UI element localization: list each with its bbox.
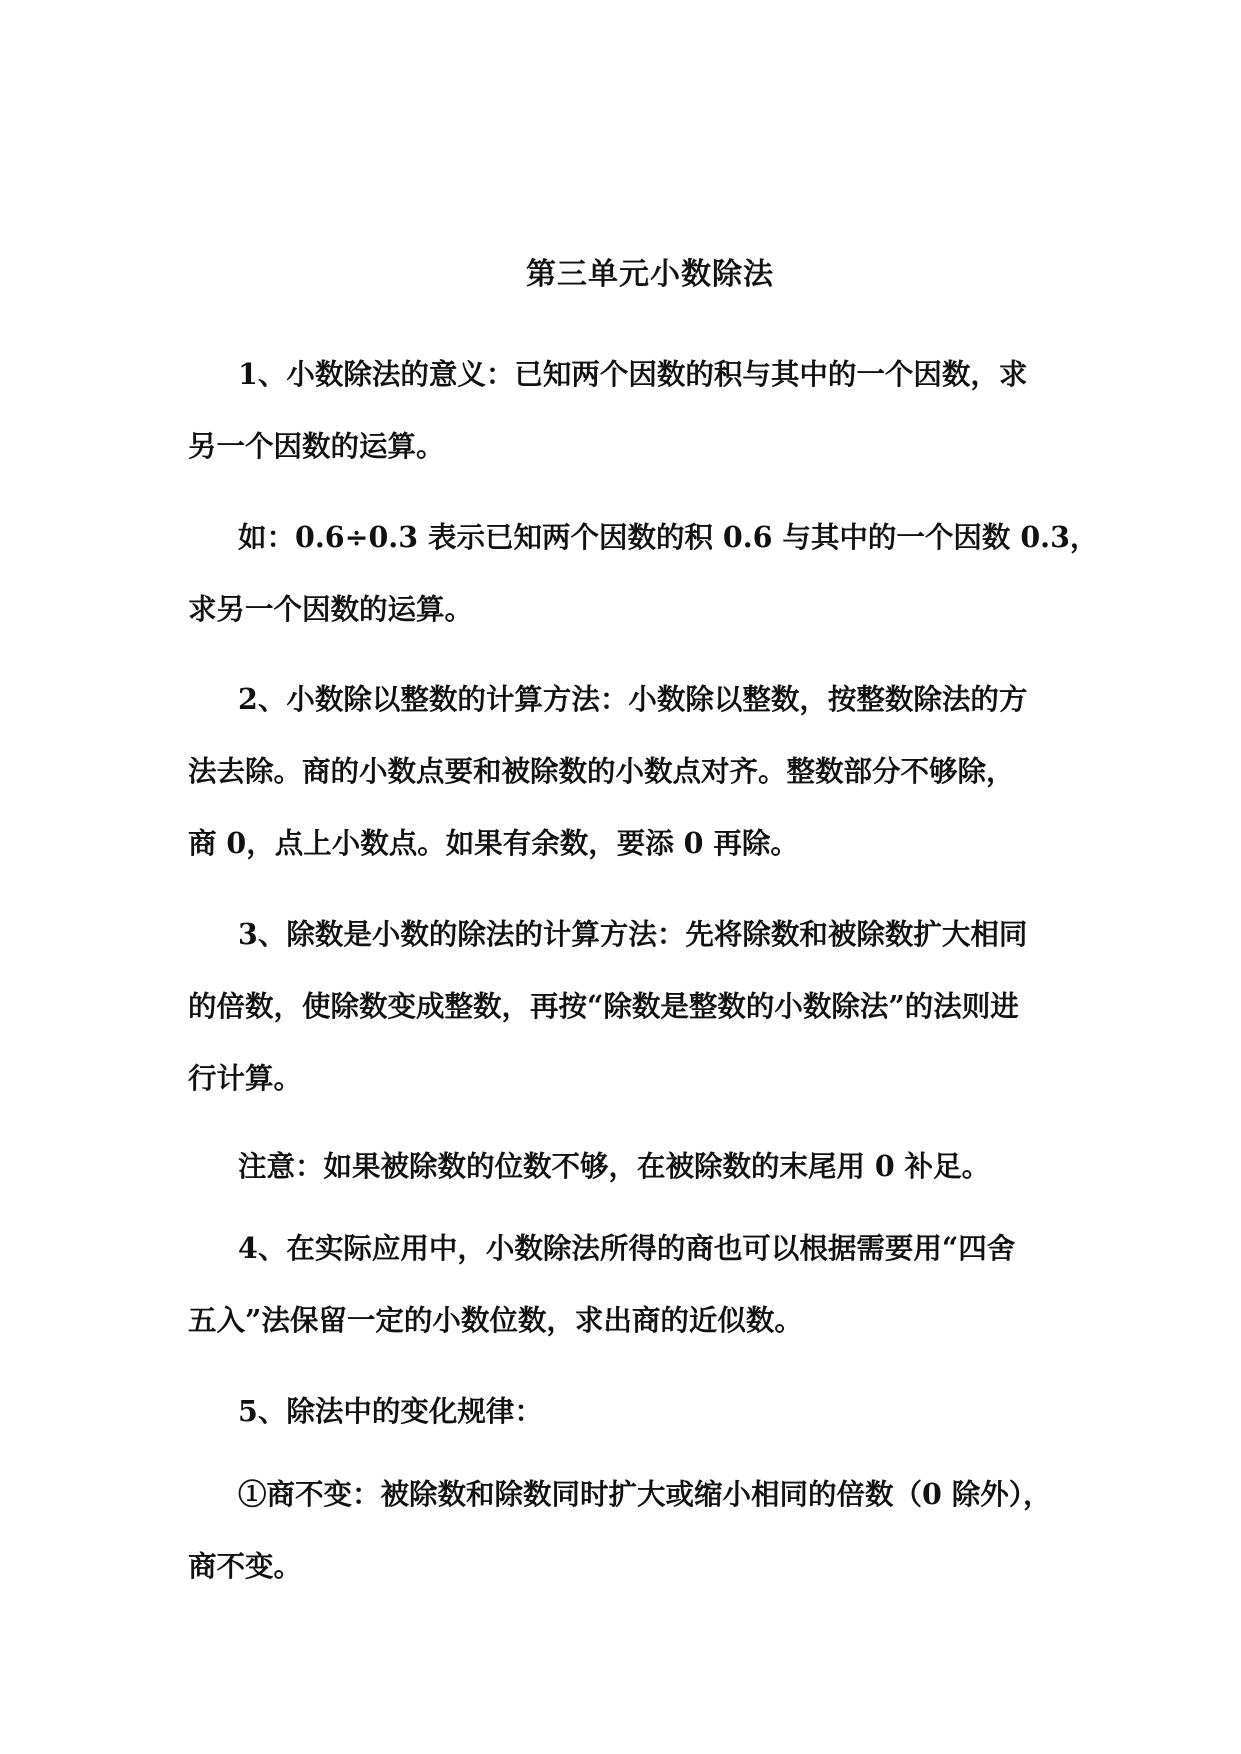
paragraph-line: 商不变。: [188, 1549, 303, 1583]
paragraph-line: 注意：如果被除数的位数不够，在被除数的末尾用 0 补足。: [238, 1149, 991, 1183]
paragraph-note: [188, 1130, 1068, 1202]
paragraph-line: 行计算。: [188, 1061, 303, 1095]
paragraph-line: 商 0，点上小数点。如果有余数，要添 0 再除。: [188, 826, 799, 860]
paragraph-line: 另一个因数的运算。: [188, 429, 445, 463]
paragraph-line: 法去除。商的小数点要和被除数的小数点对齐。整数部分不够除，: [188, 754, 1015, 788]
paragraph-line: 5、除法中的变化规律：: [238, 1394, 543, 1428]
paragraph-example: [188, 501, 1099, 645]
paragraph-line: 2、小数除以整数的计算方法：小数除以整数，按整数除法的方: [238, 682, 1028, 716]
paragraph-decimal-by-integer: [188, 663, 1068, 879]
paragraph-rounding: [188, 1212, 1068, 1356]
paragraph-line: 的倍数，使除数变成整数，再按“除数是整数的小数除法”的法则进: [188, 989, 1019, 1023]
paragraph-line: 3、除数是小数的除法的计算方法：先将除数和被除数扩大相同: [238, 917, 1028, 951]
paragraph-line: 1、小数除法的意义：已知两个因数的积与其中的一个因数，求: [238, 357, 1028, 391]
paragraph-line: 4、在实际应用中，小数除法所得的商也可以根据需要用“四舍: [238, 1231, 1016, 1265]
paragraph-line: 求另一个因数的运算。: [188, 592, 474, 626]
paragraph-definition: [188, 338, 1068, 482]
paragraph-quotient-invariant: [188, 1458, 1068, 1602]
paragraph-change-rules: [188, 1375, 1068, 1447]
paragraph-divisor-decimal: [188, 898, 1068, 1114]
paragraph-line: 如：0.6÷0.3 表示已知两个因数的积 0.6 与其中的一个因数 0.3，: [238, 520, 1099, 554]
paragraph-line: ①商不变：被除数和除数同时扩大或缩小相同的倍数（0 除外），: [238, 1477, 1052, 1511]
page-title: 第三单元小数除法: [526, 257, 774, 292]
paragraph-line: 五入”法保留一定的小数位数，求出商的近似数。: [188, 1303, 803, 1337]
